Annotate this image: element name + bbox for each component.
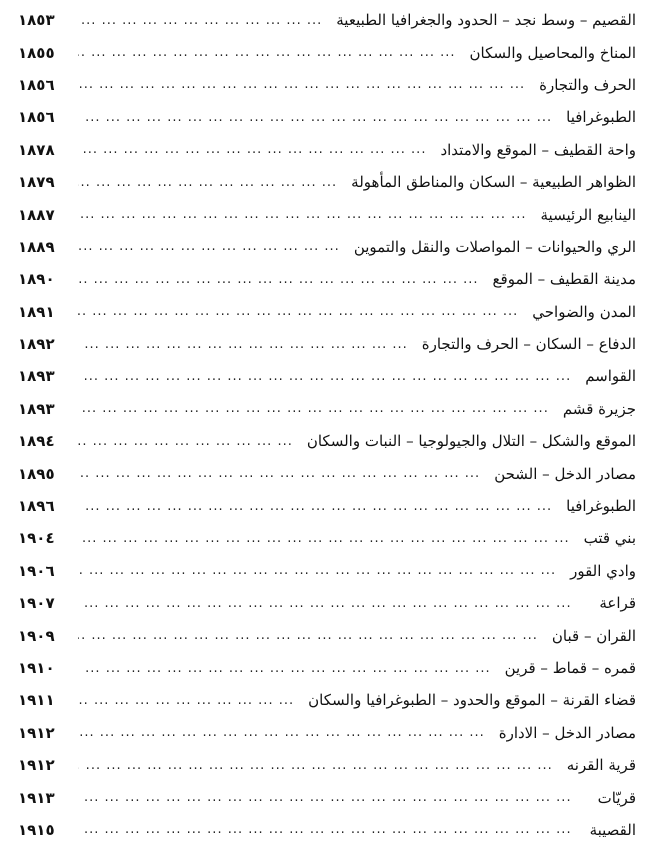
- table-of-contents: [18, 4, 636, 846]
- toc-entry: [18, 781, 636, 813]
- entry-title: الينابيع الرئيسية: [533, 206, 636, 224]
- toc-entry: [18, 296, 636, 328]
- toc-entry: [18, 263, 636, 295]
- toc-entry: [18, 69, 636, 101]
- toc-entry: [18, 360, 636, 392]
- dot-leader: [78, 661, 497, 676]
- page-number: ١٩٠٧: [18, 594, 55, 613]
- entry-title: القران – قبان: [544, 627, 636, 645]
- toc-entry: [18, 231, 636, 263]
- entry-title: الموقع والشكل – التلال والجيولوجيا – النبات والسكان: [299, 432, 636, 450]
- dot-leader: [78, 822, 582, 837]
- dot-leader: [78, 239, 346, 254]
- page-number: ١٩١٢: [18, 756, 55, 775]
- page-number: ١٨٩٥: [18, 464, 55, 483]
- entry-title: قضاء القرنة – الموقع والحدود – الطبوغرافيا والسكان: [300, 691, 636, 709]
- toc-entry: [18, 555, 636, 587]
- dot-leader: [78, 175, 343, 190]
- page-number: ١٩٠٤: [18, 529, 55, 548]
- toc-entry: [18, 457, 636, 489]
- page-number: ١٨٥٣: [18, 11, 55, 30]
- dot-leader: [78, 725, 491, 740]
- dot-leader: [78, 45, 462, 60]
- entry-title: الطبوغرافيا: [558, 497, 636, 515]
- dot-leader: [78, 337, 414, 352]
- dot-leader: [78, 272, 485, 287]
- page-number: ١٨٥٥: [18, 43, 55, 62]
- dot-leader: [78, 434, 299, 449]
- toc-entry: [18, 166, 636, 198]
- toc-entry: [18, 198, 636, 230]
- toc-entry: [18, 36, 636, 68]
- toc-entry: [18, 619, 636, 651]
- page-number: ١٩١٢: [18, 723, 55, 742]
- entry-title: القصيم – وسط نجد – الحدود والجغرافيا الطبيعية: [328, 11, 636, 29]
- dot-leader: [78, 758, 559, 773]
- dot-leader: [78, 466, 486, 481]
- page-number: ١٨٩٢: [18, 335, 55, 354]
- dot-leader: [78, 369, 577, 384]
- toc-entry: [18, 393, 636, 425]
- toc-entry: [18, 814, 636, 846]
- entry-title: القصيبة: [582, 821, 636, 839]
- page-number: ١٨٧٨: [18, 140, 55, 159]
- entry-title: وادي القور: [562, 562, 636, 580]
- dot-leader: [78, 628, 544, 643]
- dot-leader: [78, 401, 555, 416]
- entry-title: بني قتب: [576, 529, 636, 547]
- page-number: ١٨٩٤: [18, 432, 55, 451]
- page-number: ١٩١٥: [18, 820, 55, 839]
- toc-entry: [18, 522, 636, 554]
- entry-title: القواسم: [577, 367, 636, 385]
- page-number: ١٨٧٩: [18, 173, 55, 192]
- toc-entry: [18, 490, 636, 522]
- toc-entry: [18, 4, 636, 36]
- page-number: ١٨٩٣: [18, 367, 55, 386]
- toc-entry: [18, 684, 636, 716]
- entry-title: جزيرة قشم: [555, 400, 636, 418]
- page-number: ١٨٨٧: [18, 205, 55, 224]
- entry-title: الطبوغرافيا: [558, 108, 636, 126]
- page-number: ١٩٠٩: [18, 626, 55, 645]
- page-number: ١٩٠٦: [18, 561, 55, 580]
- page-number: ١٨٩٠: [18, 270, 55, 289]
- dot-leader: [78, 499, 558, 514]
- dot-leader: [78, 142, 432, 157]
- dot-leader: [78, 110, 558, 125]
- toc-entry: [18, 328, 636, 360]
- page-number: ١٨٩٦: [18, 497, 55, 516]
- entry-title: الظواهر الطبيعية – السكان والمناطق المأهولة: [343, 173, 636, 191]
- page-number: ١٩١١: [18, 691, 55, 710]
- entry-title: مدينة القطيف – الموقع: [485, 270, 636, 288]
- toc-entry: [18, 587, 636, 619]
- entry-title: قريّات: [590, 789, 636, 807]
- page-number: ١٨٥٦: [18, 75, 55, 94]
- page-number: ١٩١٠: [18, 659, 55, 677]
- entry-title: قرية القرنه: [559, 756, 636, 774]
- entry-title: مصادر الدخل – الادارة: [491, 724, 636, 742]
- dot-leader: [78, 77, 531, 92]
- toc-entry: [18, 134, 636, 166]
- page-number: ١٨٨٩: [18, 237, 55, 256]
- dot-leader: [78, 596, 591, 611]
- dot-leader: [78, 790, 590, 805]
- dot-leader: [78, 531, 576, 546]
- toc-entry: [18, 717, 636, 749]
- toc-entry: [18, 101, 636, 133]
- toc-entry: [18, 425, 636, 457]
- entry-title: الري والحيوانات – المواصلات والنقل والتموين: [346, 238, 636, 256]
- page-number: ١٩١٣: [18, 788, 55, 807]
- page-number: ١٨٥٦: [18, 108, 55, 127]
- dot-leader: [78, 13, 328, 28]
- toc-entry: [18, 749, 636, 781]
- page-number: ١٨٩٣: [18, 399, 55, 418]
- toc-entry: [18, 652, 636, 684]
- dot-leader: [78, 563, 562, 578]
- page-number: ١٨٩١: [18, 302, 55, 321]
- dot-leader: [78, 304, 524, 319]
- dot-leader: [78, 207, 533, 222]
- entry-title: الدفاع – السكان – الحرف والتجارة: [414, 335, 636, 353]
- entry-title: الحرف والتجارة: [531, 76, 636, 94]
- dot-leader: [78, 693, 300, 708]
- entry-title: واحة القطيف – الموقع والامتداد: [432, 141, 636, 159]
- entry-title: مصادر الدخل – الشحن: [486, 465, 636, 483]
- entry-title: المناخ والمحاصيل والسكان: [462, 44, 637, 62]
- entry-title: قراعة: [591, 594, 636, 612]
- entry-title: المدن والضواحي: [524, 303, 636, 321]
- entry-title: قمره – قماط – قرين: [497, 659, 636, 677]
